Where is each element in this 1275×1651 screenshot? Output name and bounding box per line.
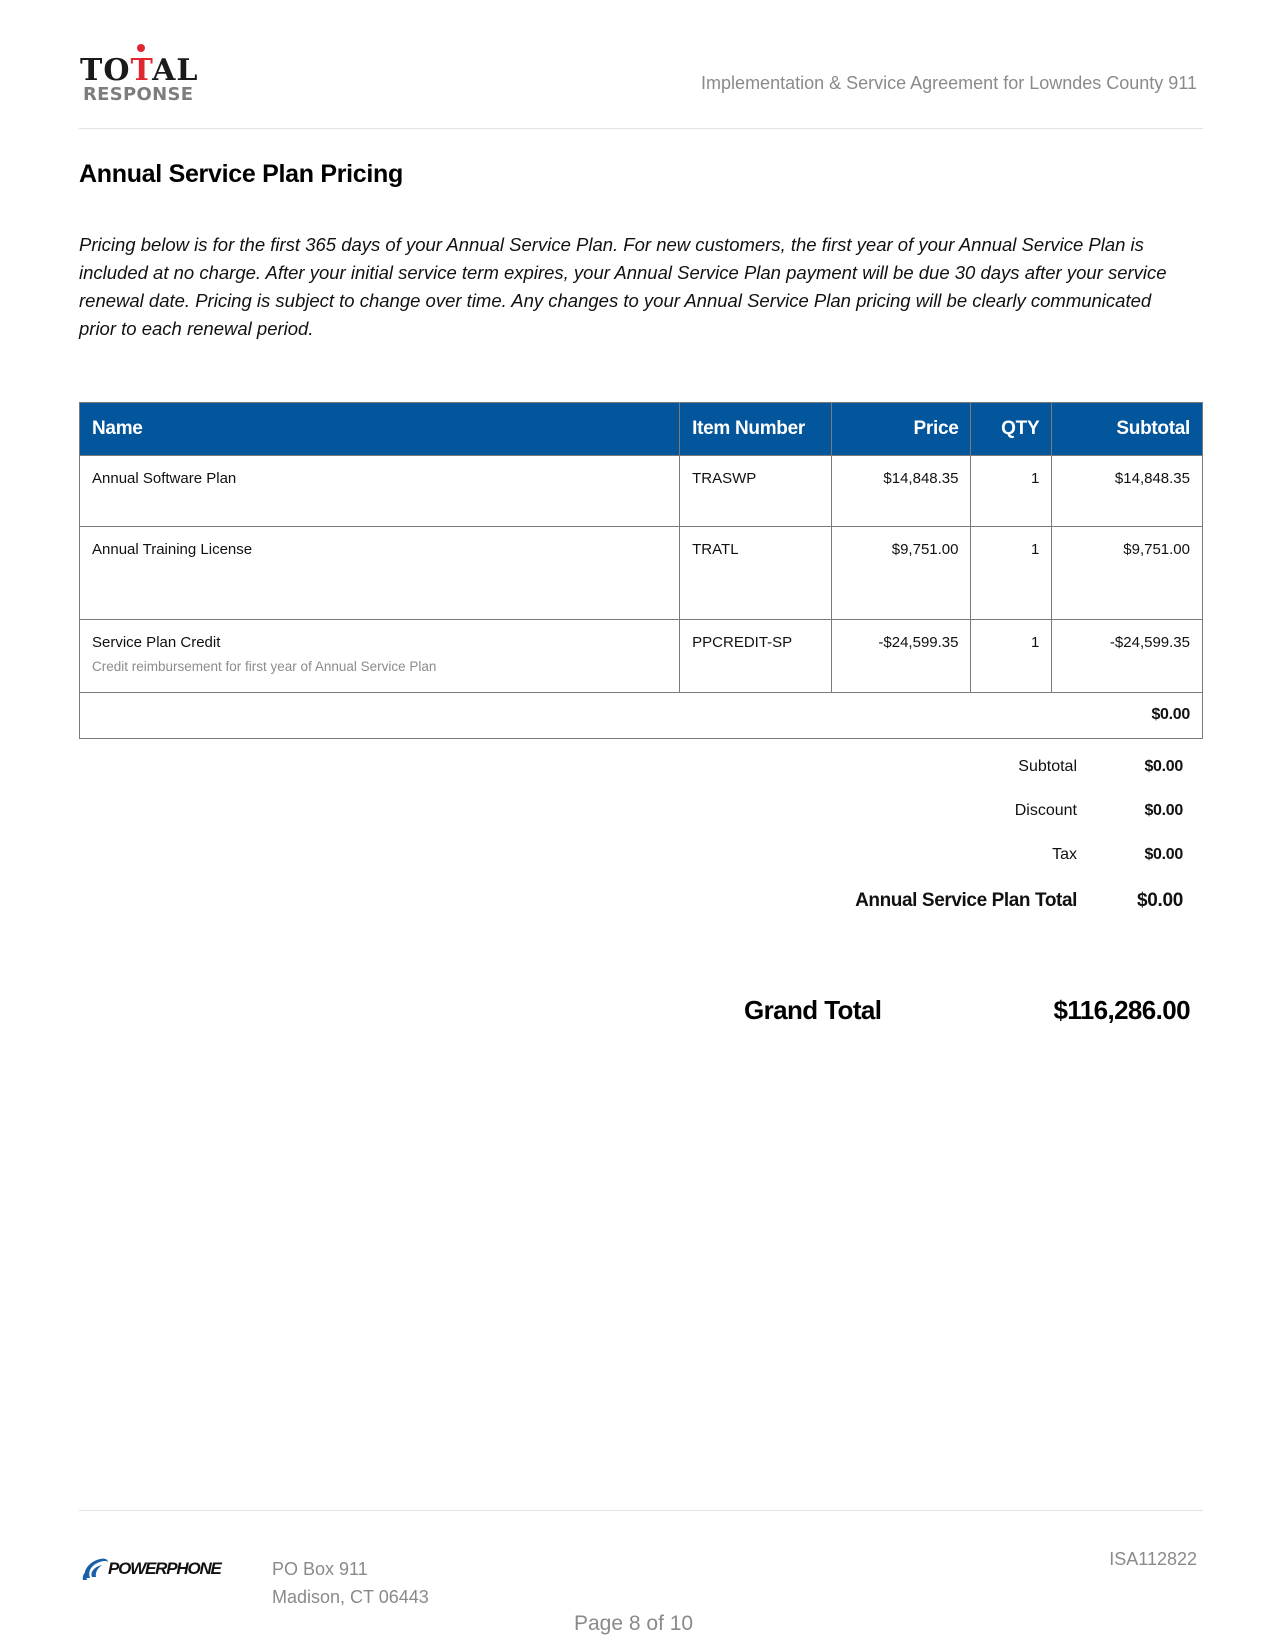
column-header-price: Price [831,403,971,456]
total-response-logo [80,48,199,106]
table-row [80,527,1203,620]
summary-tax [763,846,1183,890]
cell-item-number: TRASWP [680,456,832,527]
powerphone-logo [80,1556,221,1582]
grand-total [744,995,1190,1026]
column-header-subtotal: Subtotal [1052,403,1203,456]
logo-red-t: T [130,53,153,88]
powerphone-logo-text: POWERPHONE [108,1559,221,1578]
cell-price: -$24,599.35 [831,620,971,693]
page-title: Annual Service Plan Pricing [79,160,403,188]
cell-subtotal: -$24,599.35 [1052,620,1203,693]
table-total-value: $0.00 [80,693,1203,739]
address-line-2: Madison, CT 06443 [272,1587,429,1607]
intro-paragraph: Pricing below is for the first 365 days of your Annual Service Plan. For new customers, the first year of your Annual Service Plan is included at no charge. After your initial service term expires, your Annual Service Plan payment will be due 30 days after your service renewal date. Pricing is subject to change over time. Any changes to your Annual Service Plan pricing will be clearly communicated prior to each renewal period. [79,234,1167,339]
grand-total-value: $116,286.00 [1053,995,1190,1025]
cell-name: Annual Software Plan [80,456,680,527]
column-header-qty: QTY [971,403,1052,456]
table-row [80,456,1203,527]
powerphone-swoosh-icon [80,1556,110,1582]
cell-qty: 1 [971,620,1052,693]
summary-plan-total [763,890,1183,934]
summary-subtotal-label: Subtotal [1018,758,1077,775]
summary-plan-total-value: $0.00 [1136,890,1183,911]
logo-response-text: RESPONSE [83,84,194,105]
header-divider [79,128,1203,129]
cell-name: Service Plan Credit Credit reimbursement for first year of Annual Service Plan [80,620,680,693]
cell-name: Annual Training License [80,527,680,620]
table-header-row [80,403,1203,456]
summary-discount-value: $0.00 [1144,802,1183,819]
cell-description: Credit reimbursement for first year of Annual Service Plan [92,659,437,674]
summary-subtotal [763,758,1183,802]
page-number: Page 8 of 10 [574,1612,694,1635]
cell-subtotal: $9,751.00 [1052,527,1203,620]
summary-tax-label: Tax [1052,846,1077,863]
logo-total-text: TOTAL [80,53,199,88]
column-header-name: Name [80,403,680,456]
summary-discount-label: Discount [1014,802,1077,819]
pricing-table [79,402,1203,739]
cell-subtotal: $14,848.35 [1052,456,1203,527]
document-code: ISA112822 [1109,1549,1197,1569]
summary-tax-value: $0.00 [1144,846,1183,863]
grand-total-label: Grand Total [744,995,882,1025]
table-total-row [80,693,1203,739]
document-title: Implementation & Service Agreement for Lowndes County 911 [701,73,1197,93]
summary-block [763,758,1183,934]
cell-item-number: TRATL [680,527,832,620]
cell-qty: 1 [971,527,1052,620]
column-header-item-number: Item Number [680,403,832,456]
summary-subtotal-value: $0.00 [1144,758,1183,775]
address-line-1: PO Box 911 [272,1559,368,1579]
cell-price: $14,848.35 [831,456,971,527]
footer-divider [79,1510,1203,1511]
summary-plan-total-label: Annual Service Plan Total [855,890,1077,911]
summary-discount [763,802,1183,846]
table-row [80,620,1203,693]
footer-address [272,1555,429,1611]
cell-price: $9,751.00 [831,527,971,620]
cell-qty: 1 [971,456,1052,527]
cell-item-number: PPCREDIT-SP [680,620,832,693]
